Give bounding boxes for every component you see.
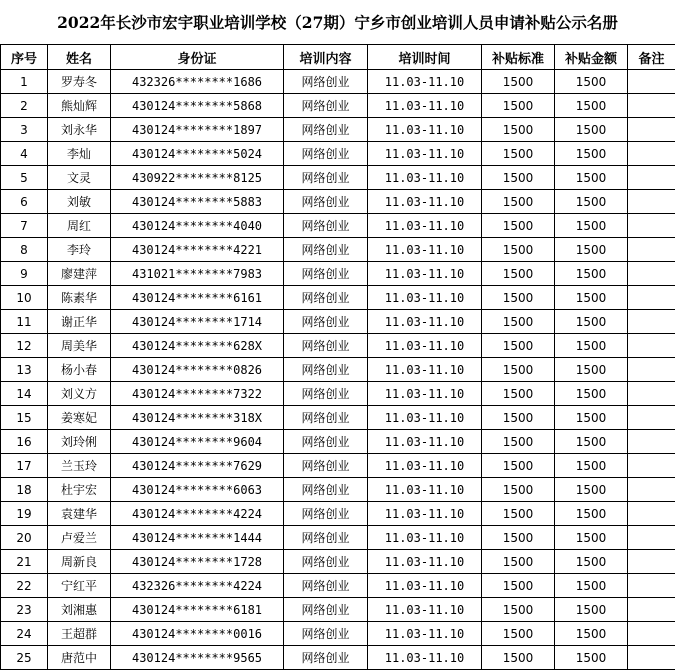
seq-cell: 19 xyxy=(1,502,48,526)
id-cell: 430124********0016 xyxy=(111,622,284,646)
time-cell: 11.03-11.10 xyxy=(368,646,482,670)
note-cell xyxy=(628,238,675,262)
name-cell: 刘湘惠 xyxy=(48,598,111,622)
header-id: 身份证 xyxy=(111,45,284,70)
standard-cell: 1500 xyxy=(482,214,555,238)
standard-cell: 1500 xyxy=(482,238,555,262)
content-cell: 网络创业 xyxy=(284,118,368,142)
seq-cell: 17 xyxy=(1,454,48,478)
table-row xyxy=(1,190,675,214)
note-cell xyxy=(628,598,675,622)
note-cell xyxy=(628,310,675,334)
id-cell: 432326********1686 xyxy=(111,70,284,94)
seq-cell: 6 xyxy=(1,190,48,214)
note-cell xyxy=(628,646,675,670)
id-cell: 430124********6181 xyxy=(111,598,284,622)
seq-cell: 4 xyxy=(1,142,48,166)
amount-cell: 1500 xyxy=(555,358,628,382)
amount-cell: 1500 xyxy=(555,382,628,406)
time-cell: 11.03-11.10 xyxy=(368,190,482,214)
table-body xyxy=(1,70,675,670)
table-row xyxy=(1,382,675,406)
name-cell: 姜寒妃 xyxy=(48,406,111,430)
id-cell: 430124********4224 xyxy=(111,502,284,526)
seq-cell: 13 xyxy=(1,358,48,382)
content-cell: 网络创业 xyxy=(284,382,368,406)
note-cell xyxy=(628,286,675,310)
id-cell: 430124********1897 xyxy=(111,118,284,142)
standard-cell: 1500 xyxy=(482,574,555,598)
standard-cell: 1500 xyxy=(482,358,555,382)
amount-cell: 1500 xyxy=(555,334,628,358)
time-cell: 11.03-11.10 xyxy=(368,526,482,550)
name-cell: 刘敏 xyxy=(48,190,111,214)
header-time: 培训时间 xyxy=(368,45,482,70)
time-cell: 11.03-11.10 xyxy=(368,214,482,238)
time-cell: 11.03-11.10 xyxy=(368,478,482,502)
time-cell: 11.03-11.10 xyxy=(368,238,482,262)
content-cell: 网络创业 xyxy=(284,574,368,598)
standard-cell: 1500 xyxy=(482,454,555,478)
content-cell: 网络创业 xyxy=(284,286,368,310)
amount-cell: 1500 xyxy=(555,622,628,646)
name-cell: 李玲 xyxy=(48,238,111,262)
id-cell: 430124********6161 xyxy=(111,286,284,310)
standard-cell: 1500 xyxy=(482,646,555,670)
id-cell: 430124********9565 xyxy=(111,646,284,670)
note-cell xyxy=(628,526,675,550)
content-cell: 网络创业 xyxy=(284,142,368,166)
content-cell: 网络创业 xyxy=(284,334,368,358)
time-cell: 11.03-11.10 xyxy=(368,286,482,310)
note-cell xyxy=(628,478,675,502)
amount-cell: 1500 xyxy=(555,646,628,670)
name-cell: 刘永华 xyxy=(48,118,111,142)
table-row xyxy=(1,502,675,526)
name-cell: 卢爱兰 xyxy=(48,526,111,550)
name-cell: 兰玉玲 xyxy=(48,454,111,478)
seq-cell: 1 xyxy=(1,70,48,94)
time-cell: 11.03-11.10 xyxy=(368,94,482,118)
content-cell: 网络创业 xyxy=(284,190,368,214)
amount-cell: 1500 xyxy=(555,166,628,190)
content-cell: 网络创业 xyxy=(284,526,368,550)
time-cell: 11.03-11.10 xyxy=(368,262,482,286)
table-row xyxy=(1,310,675,334)
note-cell xyxy=(628,550,675,574)
content-cell: 网络创业 xyxy=(284,238,368,262)
name-cell: 周美华 xyxy=(48,334,111,358)
time-cell: 11.03-11.10 xyxy=(368,142,482,166)
time-cell: 11.03-11.10 xyxy=(368,334,482,358)
id-cell: 430922********8125 xyxy=(111,166,284,190)
time-cell: 11.03-11.10 xyxy=(368,358,482,382)
amount-cell: 1500 xyxy=(555,142,628,166)
content-cell: 网络创业 xyxy=(284,430,368,454)
standard-cell: 1500 xyxy=(482,598,555,622)
table-row xyxy=(1,142,675,166)
header-seq: 序号 xyxy=(1,45,48,70)
amount-cell: 1500 xyxy=(555,598,628,622)
time-cell: 11.03-11.10 xyxy=(368,574,482,598)
id-cell: 430124********7322 xyxy=(111,382,284,406)
header-row xyxy=(1,45,675,70)
content-cell: 网络创业 xyxy=(284,502,368,526)
time-cell: 11.03-11.10 xyxy=(368,70,482,94)
seq-cell: 14 xyxy=(1,382,48,406)
time-cell: 11.03-11.10 xyxy=(368,382,482,406)
standard-cell: 1500 xyxy=(482,406,555,430)
id-cell: 430124********318X xyxy=(111,406,284,430)
time-cell: 11.03-11.10 xyxy=(368,166,482,190)
amount-cell: 1500 xyxy=(555,430,628,454)
table-row xyxy=(1,430,675,454)
seq-cell: 5 xyxy=(1,166,48,190)
id-cell: 430124********4040 xyxy=(111,214,284,238)
seq-cell: 23 xyxy=(1,598,48,622)
time-cell: 11.03-11.10 xyxy=(368,502,482,526)
note-cell xyxy=(628,334,675,358)
amount-cell: 1500 xyxy=(555,550,628,574)
standard-cell: 1500 xyxy=(482,334,555,358)
id-cell: 430124********1728 xyxy=(111,550,284,574)
content-cell: 网络创业 xyxy=(284,214,368,238)
time-cell: 11.03-11.10 xyxy=(368,622,482,646)
name-cell: 周红 xyxy=(48,214,111,238)
standard-cell: 1500 xyxy=(482,286,555,310)
note-cell xyxy=(628,214,675,238)
id-cell: 430124********1444 xyxy=(111,526,284,550)
seq-cell: 2 xyxy=(1,94,48,118)
amount-cell: 1500 xyxy=(555,310,628,334)
note-cell xyxy=(628,118,675,142)
id-cell: 430124********628X xyxy=(111,334,284,358)
content-cell: 网络创业 xyxy=(284,358,368,382)
seq-cell: 11 xyxy=(1,310,48,334)
table-row xyxy=(1,526,675,550)
time-cell: 11.03-11.10 xyxy=(368,310,482,334)
content-cell: 网络创业 xyxy=(284,598,368,622)
id-cell: 430124********0826 xyxy=(111,358,284,382)
table-row xyxy=(1,286,675,310)
table-row xyxy=(1,94,675,118)
seq-cell: 12 xyxy=(1,334,48,358)
table-row xyxy=(1,358,675,382)
header-standard: 补贴标准 xyxy=(482,45,555,70)
standard-cell: 1500 xyxy=(482,190,555,214)
id-cell: 430124********1714 xyxy=(111,310,284,334)
name-cell: 刘义方 xyxy=(48,382,111,406)
seq-cell: 9 xyxy=(1,262,48,286)
table-row xyxy=(1,166,675,190)
amount-cell: 1500 xyxy=(555,454,628,478)
seq-cell: 16 xyxy=(1,430,48,454)
seq-cell: 24 xyxy=(1,622,48,646)
standard-cell: 1500 xyxy=(482,262,555,286)
subsidy-roster-table xyxy=(0,44,675,670)
amount-cell: 1500 xyxy=(555,70,628,94)
seq-cell: 7 xyxy=(1,214,48,238)
id-cell: 431021********7983 xyxy=(111,262,284,286)
table-row xyxy=(1,550,675,574)
content-cell: 网络创业 xyxy=(284,646,368,670)
time-cell: 11.03-11.10 xyxy=(368,454,482,478)
note-cell xyxy=(628,382,675,406)
id-cell: 430124********7629 xyxy=(111,454,284,478)
standard-cell: 1500 xyxy=(482,502,555,526)
amount-cell: 1500 xyxy=(555,502,628,526)
id-cell: 430124********6063 xyxy=(111,478,284,502)
amount-cell: 1500 xyxy=(555,262,628,286)
note-cell xyxy=(628,358,675,382)
table-row xyxy=(1,478,675,502)
note-cell xyxy=(628,262,675,286)
content-cell: 网络创业 xyxy=(284,262,368,286)
id-cell: 430124********9604 xyxy=(111,430,284,454)
standard-cell: 1500 xyxy=(482,550,555,574)
standard-cell: 1500 xyxy=(482,166,555,190)
name-cell: 王超群 xyxy=(48,622,111,646)
table-row xyxy=(1,214,675,238)
table-row xyxy=(1,238,675,262)
amount-cell: 1500 xyxy=(555,118,628,142)
note-cell xyxy=(628,574,675,598)
content-cell: 网络创业 xyxy=(284,166,368,190)
table-row xyxy=(1,574,675,598)
standard-cell: 1500 xyxy=(482,382,555,406)
header-amount: 补贴金额 xyxy=(555,45,628,70)
amount-cell: 1500 xyxy=(555,286,628,310)
name-cell: 罗寿冬 xyxy=(48,70,111,94)
note-cell xyxy=(628,70,675,94)
amount-cell: 1500 xyxy=(555,526,628,550)
time-cell: 11.03-11.10 xyxy=(368,406,482,430)
note-cell xyxy=(628,622,675,646)
standard-cell: 1500 xyxy=(482,70,555,94)
note-cell xyxy=(628,430,675,454)
name-cell: 袁建华 xyxy=(48,502,111,526)
standard-cell: 1500 xyxy=(482,142,555,166)
name-cell: 杜宇宏 xyxy=(48,478,111,502)
seq-cell: 8 xyxy=(1,238,48,262)
name-cell: 陈素华 xyxy=(48,286,111,310)
amount-cell: 1500 xyxy=(555,238,628,262)
seq-cell: 3 xyxy=(1,118,48,142)
name-cell: 唐范中 xyxy=(48,646,111,670)
content-cell: 网络创业 xyxy=(284,406,368,430)
name-cell: 周新良 xyxy=(48,550,111,574)
table-row xyxy=(1,598,675,622)
amount-cell: 1500 xyxy=(555,406,628,430)
content-cell: 网络创业 xyxy=(284,70,368,94)
seq-cell: 22 xyxy=(1,574,48,598)
time-cell: 11.03-11.10 xyxy=(368,430,482,454)
id-cell: 432326********4224 xyxy=(111,574,284,598)
note-cell xyxy=(628,502,675,526)
seq-cell: 21 xyxy=(1,550,48,574)
header-name: 姓名 xyxy=(48,45,111,70)
standard-cell: 1500 xyxy=(482,310,555,334)
table-row xyxy=(1,454,675,478)
table-row xyxy=(1,118,675,142)
table-row xyxy=(1,334,675,358)
name-cell: 刘玲俐 xyxy=(48,430,111,454)
id-cell: 430124********5883 xyxy=(111,190,284,214)
name-cell: 宁红平 xyxy=(48,574,111,598)
time-cell: 11.03-11.10 xyxy=(368,598,482,622)
standard-cell: 1500 xyxy=(482,478,555,502)
name-cell: 熊灿辉 xyxy=(48,94,111,118)
note-cell xyxy=(628,94,675,118)
name-cell: 李灿 xyxy=(48,142,111,166)
time-cell: 11.03-11.10 xyxy=(368,118,482,142)
note-cell xyxy=(628,190,675,214)
note-cell xyxy=(628,166,675,190)
note-cell xyxy=(628,454,675,478)
header-content: 培训内容 xyxy=(284,45,368,70)
table-row xyxy=(1,406,675,430)
standard-cell: 1500 xyxy=(482,526,555,550)
standard-cell: 1500 xyxy=(482,622,555,646)
standard-cell: 1500 xyxy=(482,94,555,118)
header-note: 备注 xyxy=(628,45,675,70)
table-row xyxy=(1,70,675,94)
standard-cell: 1500 xyxy=(482,430,555,454)
id-cell: 430124********5868 xyxy=(111,94,284,118)
seq-cell: 18 xyxy=(1,478,48,502)
amount-cell: 1500 xyxy=(555,190,628,214)
amount-cell: 1500 xyxy=(555,214,628,238)
seq-cell: 25 xyxy=(1,646,48,670)
page-title: 2022年长沙市宏宇职业培训学校（27期）宁乡市创业培训人员申请补贴公示名册 xyxy=(57,13,618,32)
content-cell: 网络创业 xyxy=(284,622,368,646)
amount-cell: 1500 xyxy=(555,94,628,118)
name-cell: 廖建萍 xyxy=(48,262,111,286)
id-cell: 430124********4221 xyxy=(111,238,284,262)
content-cell: 网络创业 xyxy=(284,550,368,574)
content-cell: 网络创业 xyxy=(284,310,368,334)
amount-cell: 1500 xyxy=(555,574,628,598)
content-cell: 网络创业 xyxy=(284,478,368,502)
name-cell: 谢正华 xyxy=(48,310,111,334)
content-cell: 网络创业 xyxy=(284,454,368,478)
note-cell xyxy=(628,142,675,166)
name-cell: 文灵 xyxy=(48,166,111,190)
id-cell: 430124********5024 xyxy=(111,142,284,166)
content-cell: 网络创业 xyxy=(284,94,368,118)
name-cell: 杨小春 xyxy=(48,358,111,382)
table-row xyxy=(1,262,675,286)
table-row xyxy=(1,646,675,670)
table-row xyxy=(1,622,675,646)
seq-cell: 10 xyxy=(1,286,48,310)
seq-cell: 15 xyxy=(1,406,48,430)
note-cell xyxy=(628,406,675,430)
standard-cell: 1500 xyxy=(482,118,555,142)
seq-cell: 20 xyxy=(1,526,48,550)
time-cell: 11.03-11.10 xyxy=(368,550,482,574)
amount-cell: 1500 xyxy=(555,478,628,502)
